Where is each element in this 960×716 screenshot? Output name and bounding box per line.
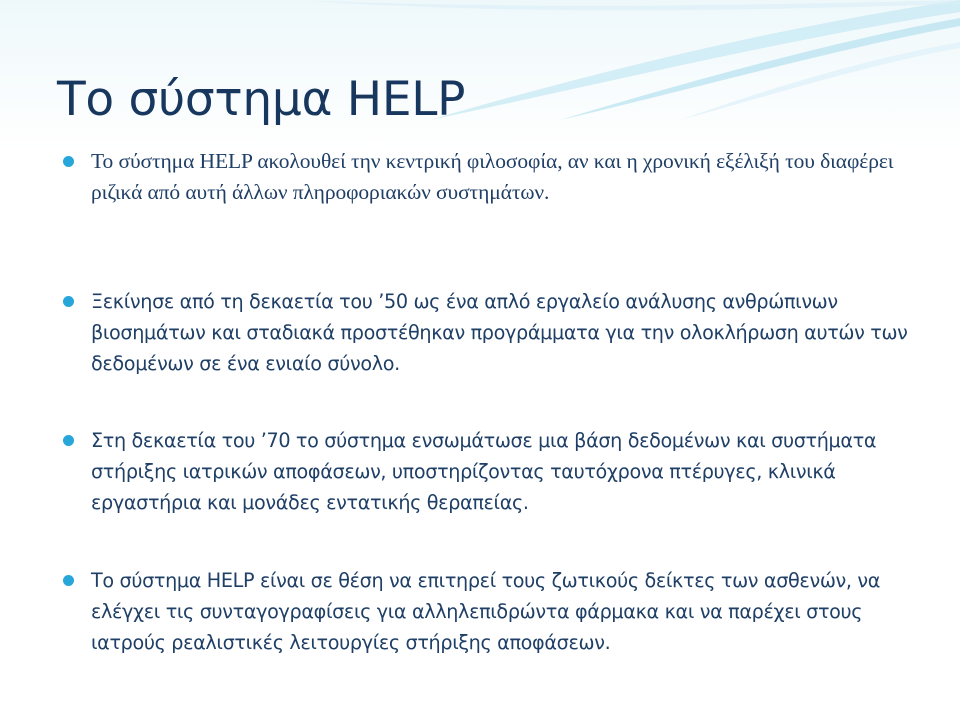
- slide-title: Το σύστημα HELP: [57, 72, 466, 127]
- bullet-item: [91, 286, 921, 379]
- bullet-dot-icon: [63, 435, 74, 446]
- bullet-text: Στη δεκαετία του ’70 το σύστημα ενσωμάτωσε μια βάση δεδομένων και συστήματα στήριξης ιατρικών αποφάσεων, υποστηρίζοντας ταυτόχρονα πτέρυγες, κλινικά εργαστήρια και μονάδες εντατικής θεραπείας.: [91, 429, 877, 514]
- bullet-text: Το σύστημα HELP ακολουθεί την κεντρική φιλοσοφία, αν και η χρονική εξέλιξή του διαφέρει ριζικά από αυτή άλλων πληροφοριακών συστημάτων.: [91, 149, 894, 204]
- bullet-text: Ξεκίνησε από τη δεκαετία του ’50 ως ένα απλό εργαλείο ανάλυσης ανθρώπινων βιοσημάτων και σταδιακά προστέθηκαν προγράμματα για την ολοκλήρωση αυτών των δεδομένων σε ένα ενιαίο σύνολο.: [91, 290, 908, 375]
- bullet-dot-icon: [63, 296, 74, 307]
- bullet-dot-icon: [63, 156, 74, 167]
- bullet-item: [91, 425, 921, 518]
- bullet-text: Το σύστημα HELP είναι σε θέση να επιτηρεί τους ζωτικούς δείκτες των ασθενών, να ελέγχει τις συνταγογραφίσεις για αλληλεπιδρώντα φάρμακα και να παρέχει στους ιατρούς ρεαλιστικές λειτουργίες στήριξης αποφάσεων.: [91, 569, 881, 654]
- bullet-dot-icon: [63, 575, 74, 586]
- bullet-item: [91, 146, 921, 208]
- bullet-item: [91, 565, 921, 658]
